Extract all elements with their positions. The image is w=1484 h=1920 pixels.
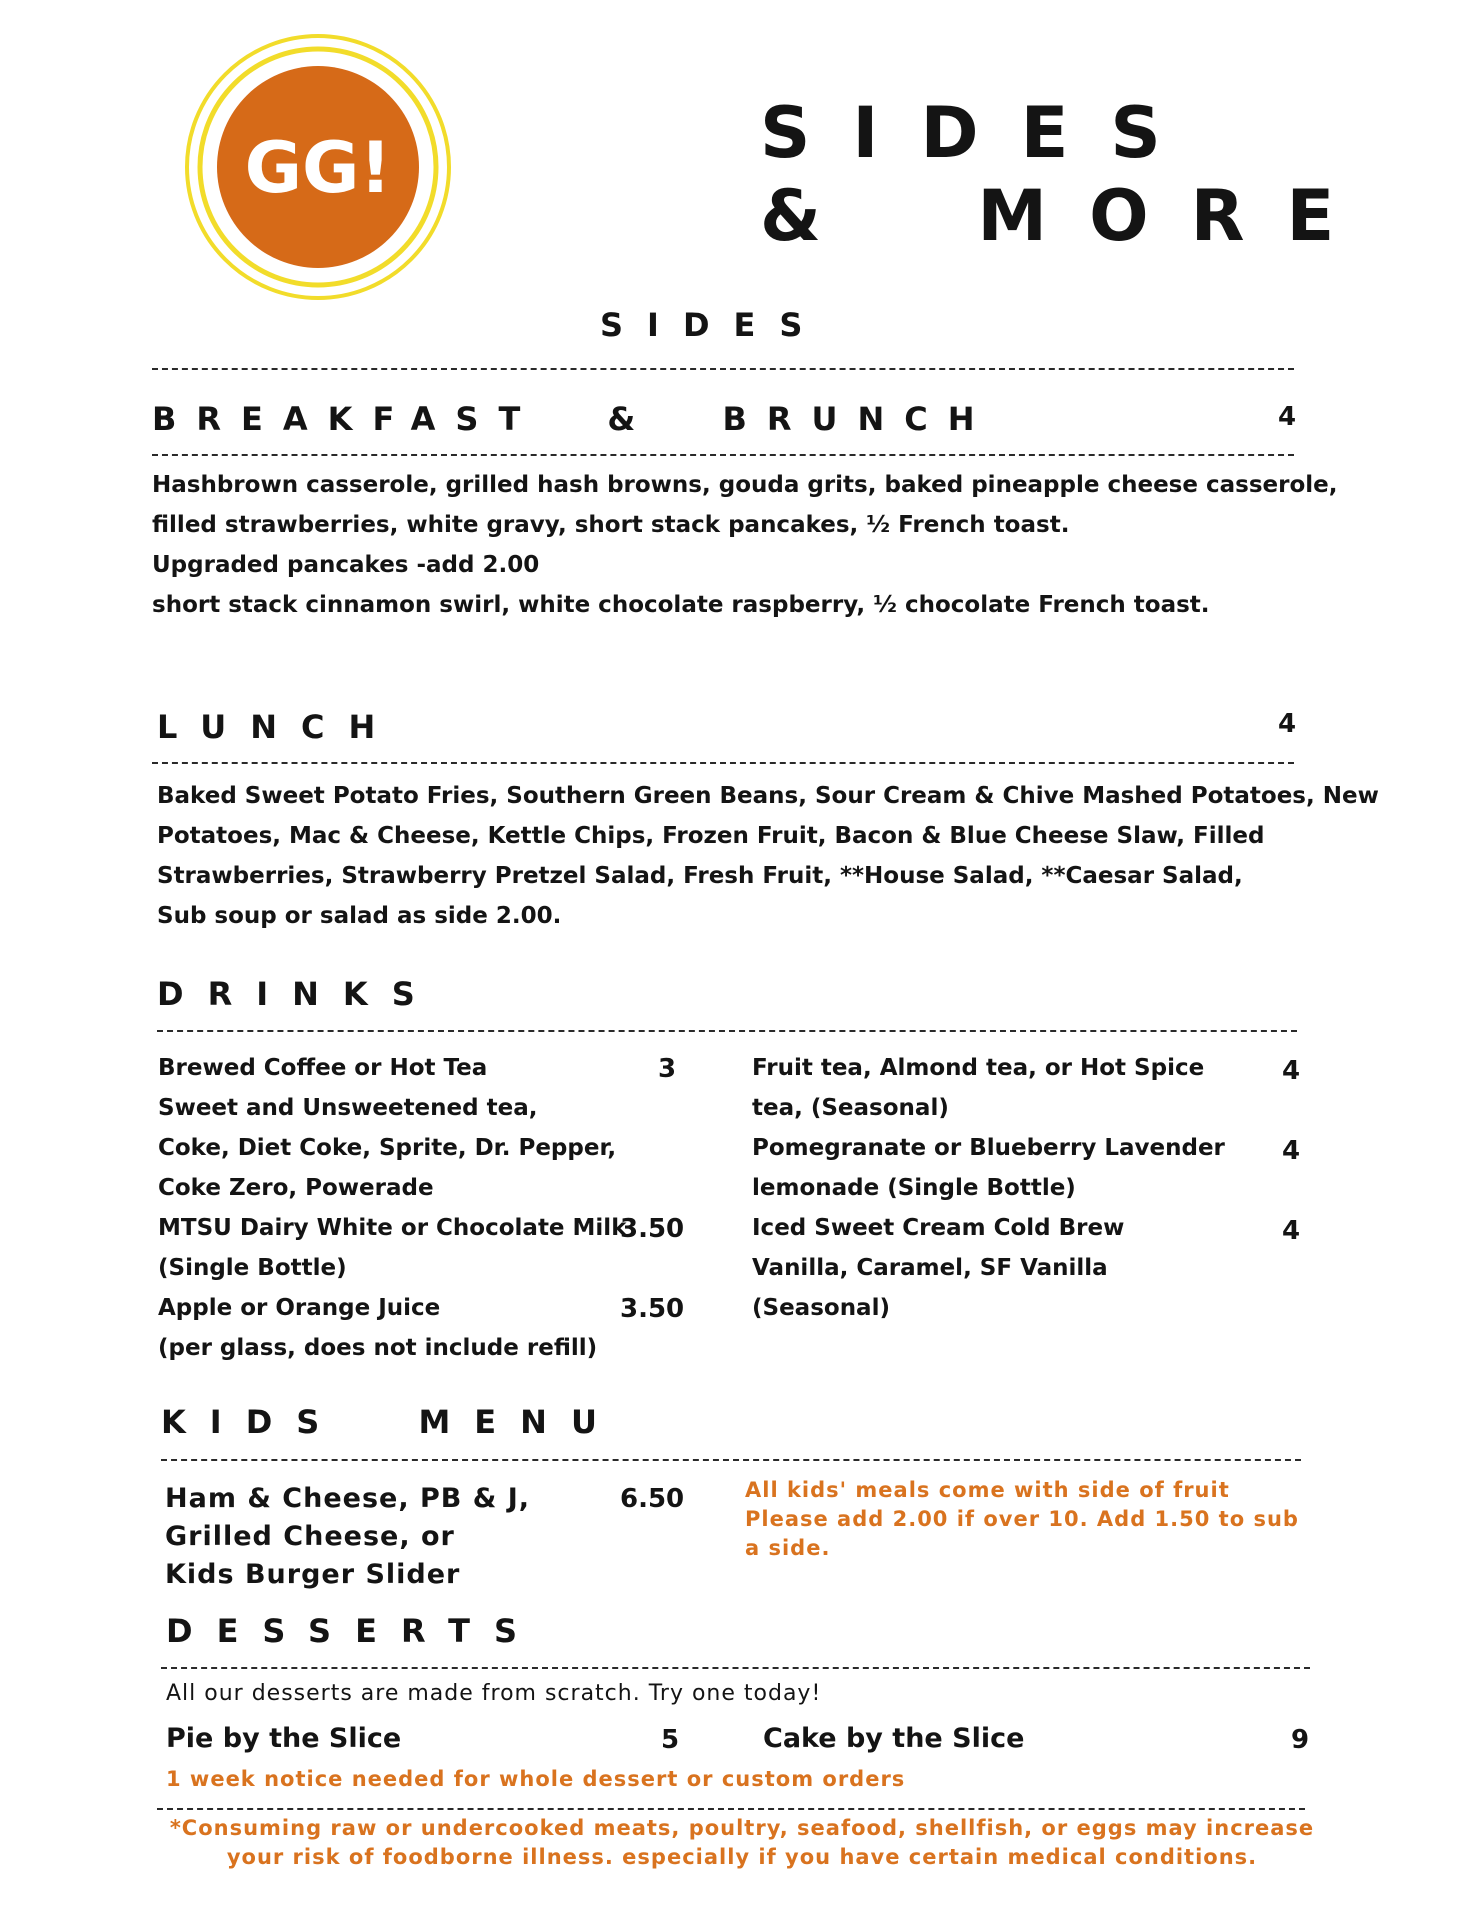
lunch-line: Baked Sweet Potato Fries, Southern Green Beans, Sour Cream & Chive Mashed Potatoes, New: [157, 783, 1379, 809]
divider: [152, 368, 1294, 370]
drink-item-line: Sweet and Unsweetened tea,: [158, 1095, 538, 1121]
drink-item-line: Brewed Coffee or Hot Tea: [158, 1055, 488, 1081]
kids-item-line: Kids Burger Slider: [165, 1559, 461, 1590]
kids-price: 6.50: [620, 1484, 685, 1514]
pie-label: Pie by the Slice: [166, 1723, 402, 1754]
divider: [152, 454, 1294, 456]
lunch-heading: LUNCH: [157, 708, 400, 746]
drink-item-line: (per glass, does not include refill): [158, 1335, 598, 1361]
gg-logo: [182, 31, 454, 303]
drink-item-line: Coke Zero, Powerade: [158, 1175, 434, 1201]
dessert-notice: 1 week notice needed for whole dessert or custom orders: [166, 1767, 906, 1791]
drink-price: 3: [658, 1054, 677, 1084]
breakfast-line: short stack cinnamon swirl, white chocolate raspberry, ½ chocolate French toast.: [152, 592, 1210, 618]
drink-price: 3.50: [620, 1214, 685, 1244]
drink-item-line: Pomegranate or Blueberry Lavender: [752, 1135, 1225, 1161]
page-title-line2: & MORE: [760, 175, 1377, 257]
drink-price: 4: [1282, 1216, 1301, 1246]
cake-price: 9: [1291, 1725, 1310, 1755]
divider: [152, 762, 1294, 764]
drink-price: 4: [1282, 1056, 1301, 1086]
disclaimer-line2: your risk of foodborne illness. especially if you have certain medical conditions.: [226, 1845, 1258, 1869]
breakfast-line: Upgraded pancakes -add 2.00: [152, 552, 540, 578]
breakfast-price: 4: [1278, 402, 1297, 432]
breakfast-line: filled strawberries, white gravy, short stack pancakes, ½ French toast.: [152, 512, 1070, 538]
breakfast-heading: BREAKFAST & BRUNCH: [152, 400, 995, 438]
drinks-heading: DRINKS: [157, 975, 439, 1013]
desserts-intro: All our desserts are made from scratch. Try one today!: [166, 1681, 822, 1706]
drink-item-line: Vanilla, Caramel, SF Vanilla: [752, 1255, 1108, 1281]
drink-price: 4: [1282, 1136, 1301, 1166]
lunch-line: Strawberries, Strawberry Pretzel Salad, Fresh Fruit, **House Salad, **Caesar Salad,: [157, 863, 1243, 889]
drink-item-line: Apple or Orange Juice: [158, 1295, 441, 1321]
page-title-line1: SIDES: [760, 92, 1203, 174]
drink-item-line: MTSU Dairy White or Chocolate Milk: [158, 1215, 627, 1241]
lunch-line: Sub soup or salad as side 2.00.: [157, 903, 562, 929]
drink-item-line: Coke, Diet Coke, Sprite, Dr. Pepper,: [158, 1135, 617, 1161]
drink-item-line: tea, (Seasonal): [752, 1095, 949, 1121]
desserts-heading: DESSERTS: [166, 1612, 542, 1650]
drink-item-line: lemonade (Single Bottle): [752, 1175, 1076, 1201]
drink-item-line: Fruit tea, Almond tea, or Hot Spice: [752, 1055, 1205, 1081]
drink-price: 3.50: [620, 1294, 685, 1324]
pie-price: 5: [661, 1725, 680, 1755]
lunch-price: 4: [1278, 709, 1297, 739]
logo-text: GG!: [244, 127, 392, 209]
drink-item-line: Iced Sweet Cream Cold Brew: [752, 1215, 1125, 1241]
drink-item-line: (Seasonal): [752, 1295, 890, 1321]
kids-note: a side.: [745, 1536, 831, 1560]
lunch-line: Potatoes, Mac & Cheese, Kettle Chips, Frozen Fruit, Bacon & Blue Cheese Slaw, Filled: [157, 823, 1265, 849]
cake-label: Cake by the Slice: [763, 1723, 1025, 1754]
kids-note: Please add 2.00 if over 10. Add 1.50 to sub: [745, 1507, 1299, 1531]
kids-item-line: Grilled Cheese, or: [165, 1521, 455, 1552]
drink-item-line: (Single Bottle): [158, 1255, 347, 1281]
disclaimer-line1: *Consuming raw or undercooked meats, poultry, seafood, shellfish, or eggs may increase: [169, 1816, 1315, 1840]
kids-heading: KIDS MENU: [161, 1403, 621, 1441]
kids-item-line: Ham & Cheese, PB & J,: [165, 1483, 531, 1514]
divider: [157, 1808, 1305, 1810]
divider: [157, 1030, 1297, 1032]
breakfast-line: Hashbrown casserole, grilled hash browns, gouda grits, baked pineapple cheese casserole,: [152, 472, 1338, 498]
divider: [161, 1667, 1310, 1669]
sides-heading: SIDES: [600, 306, 827, 344]
divider: [161, 1459, 1301, 1461]
kids-note: All kids' meals come with side of fruit: [745, 1478, 1230, 1502]
